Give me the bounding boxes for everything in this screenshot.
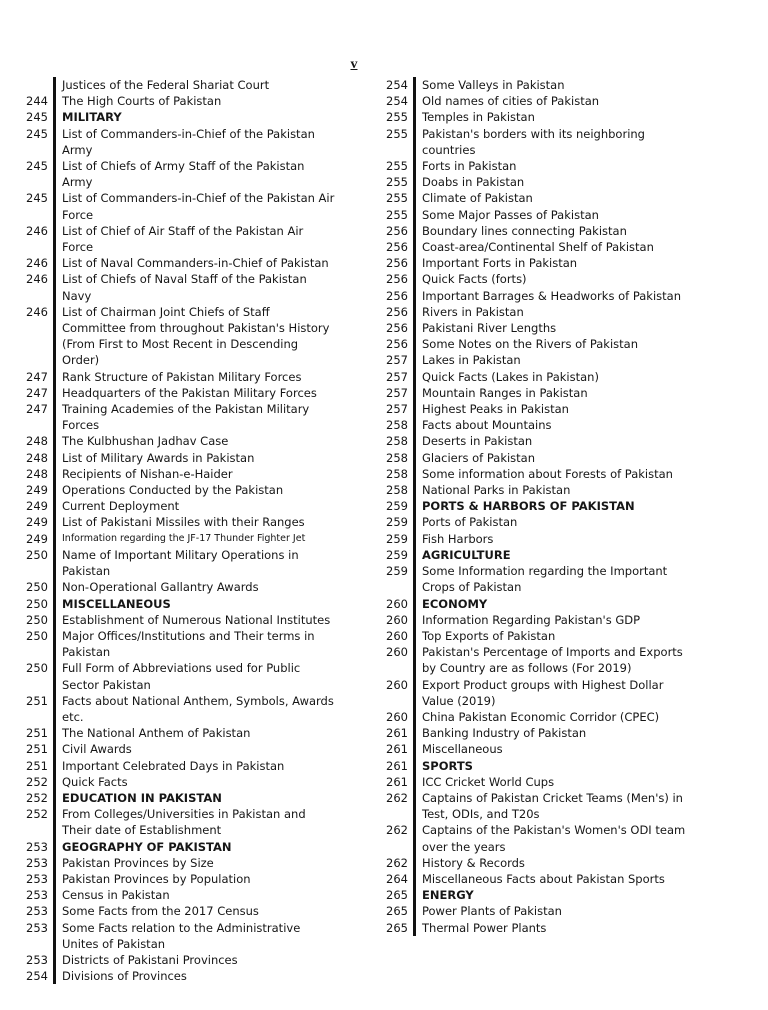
toc-entry-title: Coast-area/Continental Shelf of Pakistan — [413, 239, 686, 255]
toc-page-number: 255 — [386, 191, 408, 206]
toc-page-number: 255 — [386, 126, 408, 141]
toc-page-number: 248 — [26, 450, 48, 465]
toc-entry-title: Temples in Pakistan — [413, 109, 686, 125]
toc-entry — [368, 255, 686, 271]
toc-entry — [368, 774, 686, 790]
toc-section-heading: AGRICULTURE — [413, 547, 686, 563]
toc-page-number: 258 — [386, 483, 408, 498]
toc-entry — [8, 774, 336, 790]
toc-entry — [8, 693, 336, 725]
toc-entry — [8, 725, 336, 741]
toc-page-number: 256 — [386, 337, 408, 352]
toc-entry — [8, 612, 336, 628]
toc-entry — [8, 482, 336, 498]
toc-entry-title: Major Offices/Institutions and Their terms in Pakistan — [53, 628, 336, 660]
toc-entry-title: Non-Operational Gallantry Awards — [53, 579, 336, 595]
toc-page-number: 249 — [26, 499, 48, 514]
toc-entry-title: Information Regarding Pakistan's GDP — [413, 612, 686, 628]
toc-page-number: 256 — [386, 240, 408, 255]
toc-page-number: 245 — [26, 159, 48, 174]
toc-entry-title: Important Forts in Pakistan — [413, 255, 686, 271]
page-number: v — [350, 57, 358, 72]
toc-left-column — [8, 77, 336, 984]
toc-entry — [368, 596, 686, 612]
toc-entry — [368, 466, 686, 482]
toc-page-number: 245 — [26, 126, 48, 141]
toc-entry — [368, 644, 686, 676]
toc-page-number: 250 — [26, 580, 48, 595]
toc-entry-title: Top Exports of Pakistan — [413, 628, 686, 644]
toc-entry — [368, 109, 686, 125]
toc-entry-title: Name of Important Military Operations in Pakistan — [53, 547, 336, 579]
toc-entry — [368, 612, 686, 628]
toc-entry-title: List of Chiefs of Army Staff of the Pakistan Army — [53, 158, 336, 190]
toc-page-number: 253 — [26, 871, 48, 886]
toc-entry-title: Rivers in Pakistan — [413, 304, 686, 320]
toc-entry — [368, 288, 686, 304]
toc-page-number: 256 — [386, 288, 408, 303]
toc-page-number: 256 — [386, 272, 408, 287]
toc-entry — [8, 920, 336, 952]
toc-section-heading: PORTS & HARBORS OF PAKISTAN — [413, 498, 686, 514]
toc-entry — [368, 741, 686, 757]
toc-entry-title: Districts of Pakistani Provinces — [53, 952, 336, 968]
toc-entry-title: Captains of Pakistan Cricket Teams (Men's) in Test, ODIs, and T20s — [413, 790, 686, 822]
toc-entry — [8, 596, 336, 612]
toc-entry — [368, 920, 686, 936]
toc-entry — [368, 903, 686, 919]
toc-page-number: 256 — [386, 304, 408, 319]
toc-page-number: 261 — [386, 758, 408, 773]
toc-entry-title: National Parks in Pakistan — [413, 482, 686, 498]
toc-entry — [368, 126, 686, 158]
toc-page-number: 245 — [26, 110, 48, 125]
toc-right-column — [368, 77, 686, 936]
toc-section-heading: SPORTS — [413, 758, 686, 774]
toc-entry — [8, 579, 336, 595]
toc-page-number: 247 — [26, 369, 48, 384]
toc-page-number: 252 — [26, 790, 48, 805]
toc-page-number: 254 — [386, 94, 408, 109]
toc-page-number: 252 — [26, 807, 48, 822]
toc-entry-title: List of Chiefs of Naval Staff of the Pakistan Navy — [53, 271, 336, 303]
toc-page-number: 256 — [386, 321, 408, 336]
toc-entry — [368, 790, 686, 822]
toc-entry-title: Highest Peaks in Pakistan — [413, 401, 686, 417]
toc-page-number: 255 — [386, 207, 408, 222]
toc-page-number: 257 — [386, 385, 408, 400]
toc-page-number: 244 — [26, 94, 48, 109]
toc-page-number: 256 — [386, 223, 408, 238]
toc-page-number: 251 — [26, 758, 48, 773]
toc-entry — [368, 174, 686, 190]
toc-entry-title: Some Major Passes of Pakistan — [413, 207, 686, 223]
toc-entry — [368, 855, 686, 871]
toc-entry — [8, 433, 336, 449]
toc-page-number: 250 — [26, 661, 48, 676]
toc-entry-title: List of Pakistani Missiles with their Ranges — [53, 514, 336, 530]
toc-entry — [8, 903, 336, 919]
toc-page-number: 251 — [26, 742, 48, 757]
toc-page-number: 246 — [26, 223, 48, 238]
toc-entry — [368, 401, 686, 417]
toc-entry-title: Miscellaneous Facts about Pakistan Sports — [413, 871, 686, 887]
toc-entry-title: Pakistan's borders with its neighboring countries — [413, 126, 686, 158]
toc-entry-title: Operations Conducted by the Pakistan — [53, 482, 336, 498]
toc-entry — [8, 741, 336, 757]
toc-entry-title: Climate of Pakistan — [413, 190, 686, 206]
toc-entry — [368, 336, 686, 352]
toc-page-number: 260 — [386, 596, 408, 611]
toc-entry — [368, 304, 686, 320]
toc-page-number: 253 — [26, 920, 48, 935]
toc-entry-title: Pakistan's Percentage of Imports and Exports by Country are as follows (For 2019) — [413, 644, 686, 676]
toc-entry — [368, 822, 686, 854]
toc-page-number: 262 — [386, 823, 408, 838]
toc-page-number: 259 — [386, 564, 408, 579]
toc-entry-title: Establishment of Numerous National Institutes — [53, 612, 336, 628]
toc-entry — [368, 709, 686, 725]
toc-entry — [368, 190, 686, 206]
toc-entry-title: ICC Cricket World Cups — [413, 774, 686, 790]
toc-page-number: 253 — [26, 952, 48, 967]
toc-entry-title: Full Form of Abbreviations used for Public Sector Pakistan — [53, 660, 336, 692]
toc-entry-title: Information regarding the JF-17 Thunder Fighter Jet — [53, 531, 336, 547]
toc-page-number: 260 — [386, 628, 408, 643]
toc-entry — [8, 109, 336, 125]
toc-section-heading: GEOGRAPHY OF PAKISTAN — [53, 839, 336, 855]
toc-entry-title: Thermal Power Plants — [413, 920, 686, 936]
toc-page-number: 259 — [386, 515, 408, 530]
toc-entry — [8, 126, 336, 158]
toc-page-number: 255 — [386, 159, 408, 174]
toc-entry-title: List of Chief of Air Staff of the Pakistan Air Force — [53, 223, 336, 255]
toc-entry-title: Important Celebrated Days in Pakistan — [53, 758, 336, 774]
toc-page-number: 265 — [386, 920, 408, 935]
toc-page-number: 248 — [26, 466, 48, 481]
toc-entry-title: Forts in Pakistan — [413, 158, 686, 174]
toc-entry — [368, 450, 686, 466]
toc-entry-title: Doabs in Pakistan — [413, 174, 686, 190]
toc-section-heading: ENERGY — [413, 887, 686, 903]
toc-page-number: 265 — [386, 888, 408, 903]
toc-entry-title: China Pakistan Economic Corridor (CPEC) — [413, 709, 686, 725]
toc-entry — [368, 482, 686, 498]
toc-page-number: 261 — [386, 742, 408, 757]
toc-entry — [8, 385, 336, 401]
toc-entry-title: The Kulbhushan Jadhav Case — [53, 433, 336, 449]
toc-entry-title: List of Chairman Joint Chiefs of Staff Committee from throughout Pakistan's History (From First to Most Recent in Descending Order) — [53, 304, 336, 369]
toc-page-number: 249 — [26, 483, 48, 498]
toc-entry-title: Old names of cities of Pakistan — [413, 93, 686, 109]
toc-page-number: 246 — [26, 304, 48, 319]
toc-entry — [8, 450, 336, 466]
toc-entry-title: Divisions of Provinces — [53, 968, 336, 984]
toc-entry — [8, 93, 336, 109]
toc-entry-title: Current Deployment — [53, 498, 336, 514]
toc-page-number: 255 — [386, 175, 408, 190]
toc-page-number: 253 — [26, 888, 48, 903]
toc-entry-title: History & Records — [413, 855, 686, 871]
toc-entry-title: Some Information regarding the Important Crops of Pakistan — [413, 563, 686, 595]
toc-page-number: 255 — [386, 110, 408, 125]
toc-entry — [368, 223, 686, 239]
toc-page-number: 260 — [386, 677, 408, 692]
toc-entry — [8, 158, 336, 190]
toc-entry — [368, 547, 686, 563]
toc-section-heading: MISCELLANEOUS — [53, 596, 336, 612]
toc-entry — [368, 725, 686, 741]
toc-entry — [368, 531, 686, 547]
toc-entry-title: Some Valleys in Pakistan — [413, 77, 686, 93]
toc-entry-title: Banking Industry of Pakistan — [413, 725, 686, 741]
toc-page-number: 253 — [26, 839, 48, 854]
toc-entry-title: List of Commanders-in-Chief of the Pakistan Air Force — [53, 190, 336, 222]
toc-entry — [8, 547, 336, 579]
toc-entry-title: Ports of Pakistan — [413, 514, 686, 530]
toc-entry — [368, 320, 686, 336]
toc-entry-title: Facts about Mountains — [413, 417, 686, 433]
toc-page-number: 262 — [386, 855, 408, 870]
toc-entry-title: Important Barrages & Headworks of Pakistan — [413, 288, 686, 304]
toc-page-number: 252 — [26, 774, 48, 789]
toc-entry — [8, 952, 336, 968]
toc-page-number: 260 — [386, 612, 408, 627]
toc-entry — [368, 677, 686, 709]
toc-entry — [368, 207, 686, 223]
toc-entry-title: Quick Facts (forts) — [413, 271, 686, 287]
toc-entry — [8, 871, 336, 887]
toc-entry — [8, 968, 336, 984]
toc-entry-title: Fish Harbors — [413, 531, 686, 547]
toc-entry-title: Miscellaneous — [413, 741, 686, 757]
toc-entry — [8, 77, 336, 93]
toc-entry-title: Facts about National Anthem, Symbols, Awards etc. — [53, 693, 336, 725]
toc-page-number: 258 — [386, 450, 408, 465]
toc-entry — [368, 271, 686, 287]
toc-page-number: 247 — [26, 385, 48, 400]
toc-entry-title: Power Plants of Pakistan — [413, 903, 686, 919]
toc-page-number: 251 — [26, 726, 48, 741]
toc-page-number: 259 — [386, 547, 408, 562]
toc-entry — [8, 839, 336, 855]
toc-page-number: 257 — [386, 402, 408, 417]
toc-entry-title: Glaciers of Pakistan — [413, 450, 686, 466]
toc-page-number: 258 — [386, 418, 408, 433]
toc-entry — [368, 77, 686, 93]
toc-page-number: 260 — [386, 645, 408, 660]
toc-entry — [368, 514, 686, 530]
toc-entry — [8, 369, 336, 385]
toc-entry — [368, 498, 686, 514]
toc-page-number: 262 — [386, 790, 408, 805]
toc-entry — [8, 190, 336, 222]
toc-entry — [8, 401, 336, 433]
toc-entry-title: The National Anthem of Pakistan — [53, 725, 336, 741]
toc-entry-title: Mountain Ranges in Pakistan — [413, 385, 686, 401]
toc-entry — [8, 514, 336, 530]
toc-entry — [8, 758, 336, 774]
toc-entry-title: List of Military Awards in Pakistan — [53, 450, 336, 466]
toc-entry-title: The High Courts of Pakistan — [53, 93, 336, 109]
toc-entry — [368, 369, 686, 385]
toc-entry-title: Pakistan Provinces by Size — [53, 855, 336, 871]
toc-section-heading: MILITARY — [53, 109, 336, 125]
toc-page-number: 260 — [386, 709, 408, 724]
toc-page-number: 259 — [386, 499, 408, 514]
toc-entry — [368, 417, 686, 433]
toc-page-number: 257 — [386, 353, 408, 368]
toc-entry-title: Deserts in Pakistan — [413, 433, 686, 449]
toc-entry-title: Recipients of Nishan-e-Haider — [53, 466, 336, 482]
toc-entry-title: Pakistan Provinces by Population — [53, 871, 336, 887]
toc-entry-title: Some Facts relation to the Administrative Unites of Pakistan — [53, 920, 336, 952]
toc-entry — [368, 239, 686, 255]
toc-page-number: 251 — [26, 693, 48, 708]
toc-entry-title: Pakistani River Lengths — [413, 320, 686, 336]
toc-entry-title: From Colleges/Universities in Pakistan and Their date of Establishment — [53, 806, 336, 838]
toc-page-number: 254 — [386, 78, 408, 92]
toc-entry — [368, 563, 686, 595]
toc-page-number: 254 — [26, 969, 48, 984]
toc-entry — [368, 352, 686, 368]
toc-entry — [368, 385, 686, 401]
toc-entry-title: List of Naval Commanders-in-Chief of Pakistan — [53, 255, 336, 271]
toc-section-heading: ECONOMY — [413, 596, 686, 612]
toc-page-number: 258 — [386, 466, 408, 481]
toc-page-number: 250 — [26, 628, 48, 643]
toc-entry — [8, 531, 336, 547]
toc-page-number: 261 — [386, 774, 408, 789]
toc-entry-title: Headquarters of the Pakistan Military Forces — [53, 385, 336, 401]
toc-section-heading: EDUCATION IN PAKISTAN — [53, 790, 336, 806]
toc-entry — [8, 255, 336, 271]
toc-page-number: 253 — [26, 904, 48, 919]
toc-page-number: 250 — [26, 596, 48, 611]
toc-entry-title: Captains of the Pakistan's Women's ODI team over the years — [413, 822, 686, 854]
toc-entry — [368, 758, 686, 774]
toc-page-number: 258 — [386, 434, 408, 449]
toc-page-number: 256 — [386, 256, 408, 271]
toc-page-number: 261 — [386, 726, 408, 741]
toc-page-number: 248 — [26, 434, 48, 449]
toc-entry — [8, 855, 336, 871]
toc-entry-title: Some Facts from the 2017 Census — [53, 903, 336, 919]
toc-entry — [368, 628, 686, 644]
toc-page-number: 249 — [26, 531, 48, 546]
toc-entry-title: Justices of the Federal Shariat Court — [53, 77, 336, 93]
toc-entry-title: Quick Facts — [53, 774, 336, 790]
toc-entry-title: Census in Pakistan — [53, 887, 336, 903]
toc-entry — [368, 93, 686, 109]
toc-entry-title: Export Product groups with Highest Dollar Value (2019) — [413, 677, 686, 709]
toc-entry-title: Some information about Forests of Pakistan — [413, 466, 686, 482]
toc-entry — [8, 304, 336, 369]
toc-entry — [368, 871, 686, 887]
toc-entry-title: Civil Awards — [53, 741, 336, 757]
toc-page-number: 249 — [26, 515, 48, 530]
toc-entry — [8, 806, 336, 838]
toc-entry — [8, 790, 336, 806]
toc-entry-title: Lakes in Pakistan — [413, 352, 686, 368]
toc-entry — [368, 887, 686, 903]
toc-page-number: 250 — [26, 547, 48, 562]
toc-entry — [368, 158, 686, 174]
toc-page-number: 253 — [26, 855, 48, 870]
toc-page-number: 250 — [26, 612, 48, 627]
toc-entry — [8, 223, 336, 255]
toc-entry-title: Training Academies of the Pakistan Military Forces — [53, 401, 336, 433]
toc-entry — [8, 887, 336, 903]
toc-page-number: 246 — [26, 272, 48, 287]
toc-page-number: 246 — [26, 256, 48, 271]
toc-page-number: 247 — [26, 402, 48, 417]
toc-entry-title: Some Notes on the Rivers of Pakistan — [413, 336, 686, 352]
toc-page-number: 257 — [386, 369, 408, 384]
toc-entry — [368, 433, 686, 449]
toc-entry — [8, 498, 336, 514]
toc-entry — [8, 660, 336, 692]
toc-page-number: 265 — [386, 904, 408, 919]
toc-page-number: 245 — [26, 191, 48, 206]
toc-entry-title: List of Commanders-in-Chief of the Pakistan Army — [53, 126, 336, 158]
toc-entry-title: Boundary lines connecting Pakistan — [413, 223, 686, 239]
toc-page-number: 264 — [386, 871, 408, 886]
toc-entry — [8, 466, 336, 482]
toc-entry — [8, 628, 336, 660]
toc-page-number: 259 — [386, 531, 408, 546]
toc-entry — [8, 271, 336, 303]
toc-entry-title: Quick Facts (Lakes in Pakistan) — [413, 369, 686, 385]
toc-entry-title: Rank Structure of Pakistan Military Forces — [53, 369, 336, 385]
